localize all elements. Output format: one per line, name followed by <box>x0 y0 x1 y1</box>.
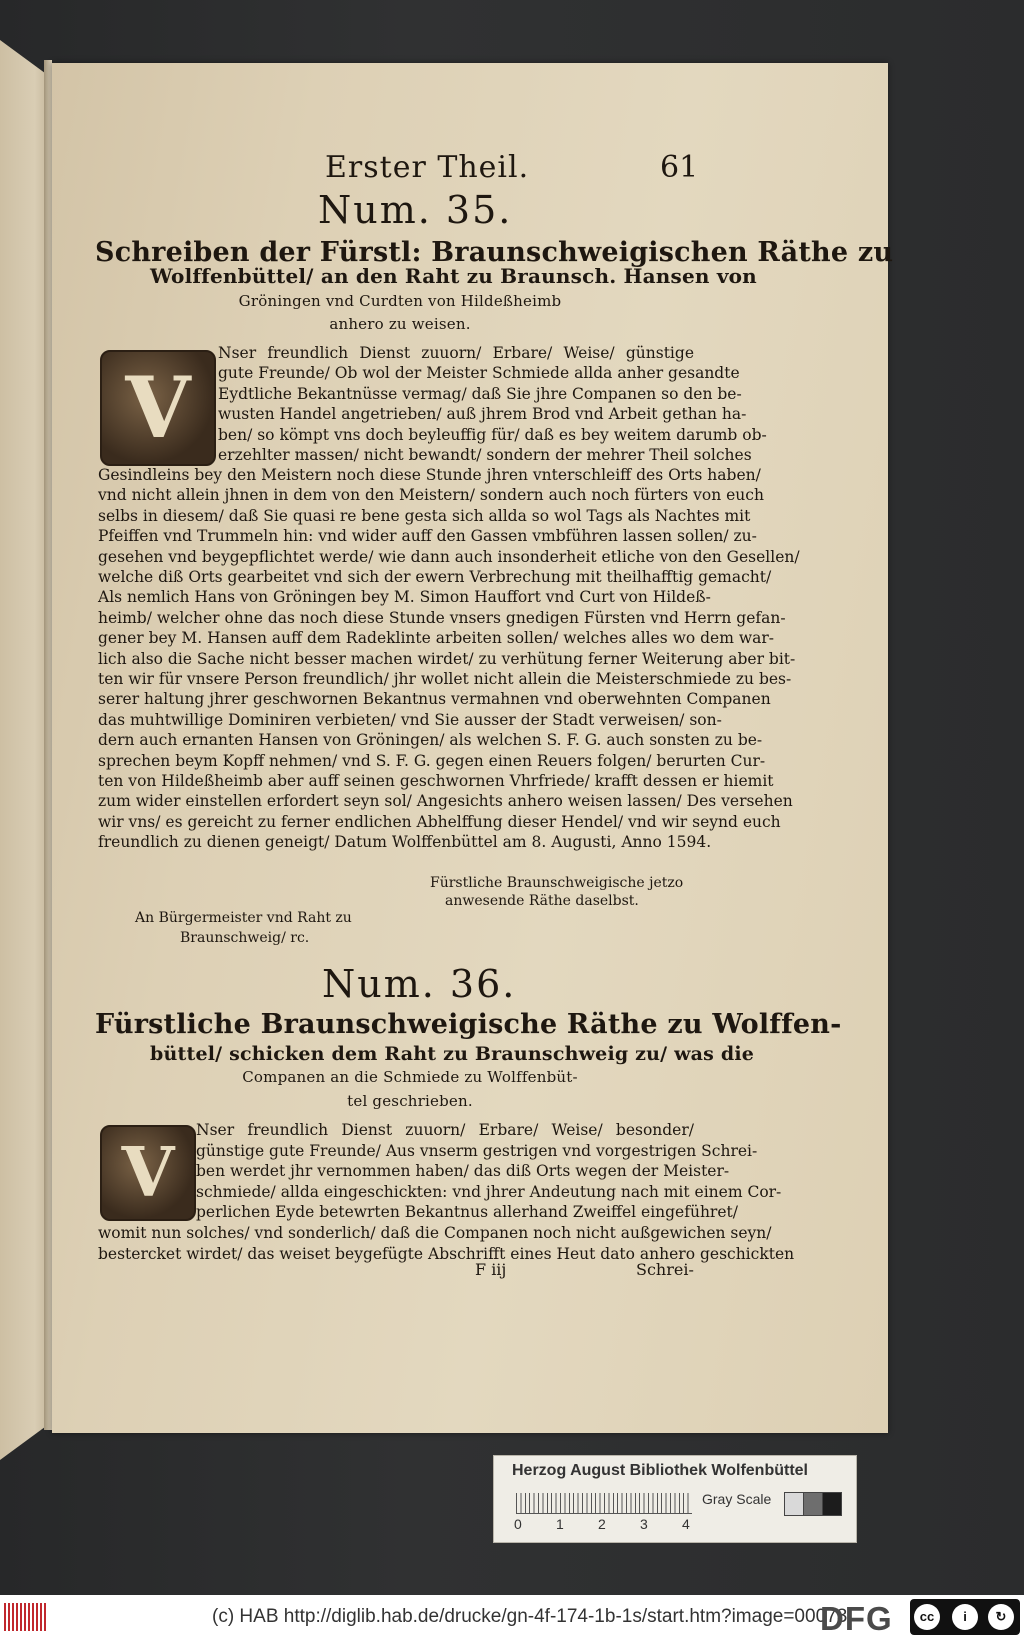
ruler-number: 0 <box>514 1516 522 1532</box>
barcode-icon <box>4 1603 46 1631</box>
gray-swatch <box>803 1492 823 1516</box>
body-text-line: ten von Hildeßheimb aber auff seinen geschwornen Vhrfriede/ krafft dessen er hiemit <box>98 772 774 790</box>
body-text-line: wusten Handel angetrieben/ auß jhrem Brod vnd Arbeit gethan ha- <box>218 405 747 424</box>
gray-swatch <box>784 1492 804 1516</box>
body-text-line: welche diß Orts gearbeitet vnd sich der ewern Verbrechung mit theilhafftig gemacht/ <box>98 568 772 586</box>
body-text-line: Gesindleins bey den Meistern noch diese Stunde jhren vnterschleiff des Orts haben/ <box>98 466 761 484</box>
body-text-line: womit nun solches/ vnd sonderlich/ daß die Companen noch nicht außgewichen seyn/ <box>98 1224 772 1242</box>
ruler-number: 4 <box>682 1516 690 1532</box>
gray-swatch <box>822 1492 842 1516</box>
ruler <box>516 1493 692 1514</box>
body-text-line: Nser freundlich Dienst zuuorn/ Erbare/ Weise/ günstige <box>218 344 694 362</box>
section-heading-line: Gröningen vnd Curdten von Hildeßheimb <box>238 292 562 310</box>
running-head: Erster Theil. <box>325 150 530 185</box>
body-text-line: wir vns/ es gereicht zu ferner endlichen Abhelffung dieser Hendel/ vnd wir seynd euch <box>98 812 781 831</box>
section-heading-line: Schreiben der Fürstl: Braunschweigischen Räthe zu <box>95 237 894 268</box>
copyright-link[interactable]: (c) HAB http://diglib.hab.de/drucke/gn-4f-174-1b-1s/start.htm?image=00073 <box>212 1606 848 1627</box>
section-heading-line: anhero zu weisen. <box>329 315 471 333</box>
body-text-line: lich also die Sache nicht besser machen wirdet/ zu verhütung ferner Weiterung aber bit- <box>98 649 796 668</box>
section-heading-line: Companen an die Schmiede zu Wolffenbüt- <box>242 1068 578 1086</box>
body-text-line: serer haltung jhrer geschwornen Bekantnus vermahnen vnd oberwehnten Companen <box>98 690 771 709</box>
body-text-line: ben werdet jhr vernommen haben/ das diß Orts wegen der Meister- <box>196 1162 730 1181</box>
body-text-line: selbs in diesem/ daß Sie quasi re bene gesta sich allda so wol Tags als Nachtes mit <box>98 506 751 525</box>
decorated-initial: V <box>100 350 216 466</box>
body-text-line: dern auch ernanten Hansen von Gröningen/ als welchen S. F. G. auch sonsten zu be- <box>98 731 763 750</box>
section-heading-line: Wolffenbüttel/ an den Raht zu Braunsch. Hansen von <box>150 264 757 288</box>
body-text-line: schmiede/ allda eingeschickten: vnd jhrer Andeutung nach mit einem Cor- <box>196 1182 782 1201</box>
ruler-number: 1 <box>556 1516 564 1532</box>
body-text-line: günstige gute Freunde/ Aus vnserm gestrigen vnd vorgestrigen Schrei- <box>196 1141 758 1160</box>
page-gutter <box>44 60 52 1430</box>
section-heading-line: büttel/ schicken dem Raht zu Braunschweig zu/ was die <box>150 1043 755 1065</box>
body-text-line: perlichen Eyde betewrten Bekantnus allerhand Zweiffel eingeführet/ <box>196 1203 738 1222</box>
body-text-line: gesehen vnd beygepflichtet werde/ wie dann auch insonderheit etliche von den Gesellen/ <box>98 547 800 566</box>
body-text-line: ben/ so kömpt vns doch beyleuffig für/ daß es bey weitem darumb ob- <box>218 425 767 444</box>
body-text-line: Pfeiffen vnd Trummeln hin: vnd wider auff den Gassen vmbführen lassen sollen/ zu- <box>98 527 757 546</box>
ruler-number: 2 <box>598 1516 606 1532</box>
body-text-line: Nser freundlich Dienst zuuorn/ Erbare/ Weise/ besonder/ <box>196 1121 694 1139</box>
license-badge[interactable] <box>910 1599 1020 1635</box>
body-text-line: Als nemlich Hans von Gröningen bey M. Simon Hauffort vnd Curt von Hildeß- <box>98 588 711 607</box>
page-number: 61 <box>660 150 699 185</box>
body-text-line: ten wir für vnsere Person freundlich/ jhr wollet nicht allein die Meisterschmiede zu bes- <box>98 670 792 688</box>
color-scale-card <box>493 1455 857 1543</box>
signature-line: Fürstliche Braunschweigische jetzo <box>430 875 684 891</box>
body-text-line: Eydtliche Bekantnüsse vermag/ daß Sie jhre Companen so den be- <box>218 384 742 403</box>
address-line: Braunschweig/ rc. <box>180 930 310 946</box>
dfg-logo: DFG <box>820 1600 893 1637</box>
sa-icon: ↻ <box>988 1604 1014 1630</box>
gray-scale-label: Gray Scale <box>702 1491 772 1507</box>
body-text-line: freundlich zu dienen geneigt/ Datum Wolffenbüttel am 8. Augusti, Anno 1594. <box>98 833 712 852</box>
section-heading-line: tel geschrieben. <box>347 1092 473 1110</box>
body-text-line: zum wider einstellen erfordert seyn sol/ Angesichts anhero weisen lassen/ Des versehen <box>98 792 793 811</box>
body-text-line: sprechen beym Kopff nehmen/ vnd S. F. G. gegen einen Reuers folgen/ berurten Cur- <box>98 751 766 770</box>
body-text-line: gener bey M. Hansen auff dem Radeklinte arbeiten sollen/ welches alles wo dem war- <box>98 629 774 648</box>
signature-mark: F iij <box>475 1260 507 1279</box>
catchword: Schrei- <box>636 1260 694 1279</box>
address-line: An Bürgermeister vnd Raht zu <box>135 910 352 926</box>
section-number: Num. 35. <box>318 188 513 232</box>
cc-icon: cc <box>914 1604 940 1630</box>
body-text-line: gute Freunde/ Ob wol der Meister Schmiede allda anher gesandte <box>218 364 740 383</box>
ruler-number: 3 <box>640 1516 648 1532</box>
body-text-line: erzehlter massen/ nicht bewandt/ sondern der mehrer Theil solches <box>218 446 752 464</box>
body-text-line: heimb/ welcher ohne das noch diese Stunde vnsers gnedigen Fürsten vnd Herrn gefan- <box>98 608 786 627</box>
section-number: Num. 36. <box>322 962 517 1006</box>
body-text-line: das muhtwillige Dominiren verbieten/ vnd Sie ausser der Stadt verweisen/ son- <box>98 710 722 729</box>
by-icon: i <box>952 1604 978 1630</box>
section-heading-line: Fürstliche Braunschweigische Räthe zu Wolffen- <box>95 1009 842 1040</box>
library-name: Herzog August Bibliothek Wolfenbüttel <box>512 1462 808 1479</box>
viewer-footer <box>0 1595 1024 1639</box>
signature-line: anwesende Räthe daselbst. <box>445 893 639 909</box>
body-text-line: bestercket wirdet/ das weiset beygefügte Abschrifft eines Heut dato anhero geschickten <box>98 1244 795 1263</box>
decorated-initial: V <box>100 1125 196 1221</box>
body-text-line: vnd nicht allein jhnen in dem von den Meistern/ sondern auch noch fürters von euch <box>98 486 764 505</box>
